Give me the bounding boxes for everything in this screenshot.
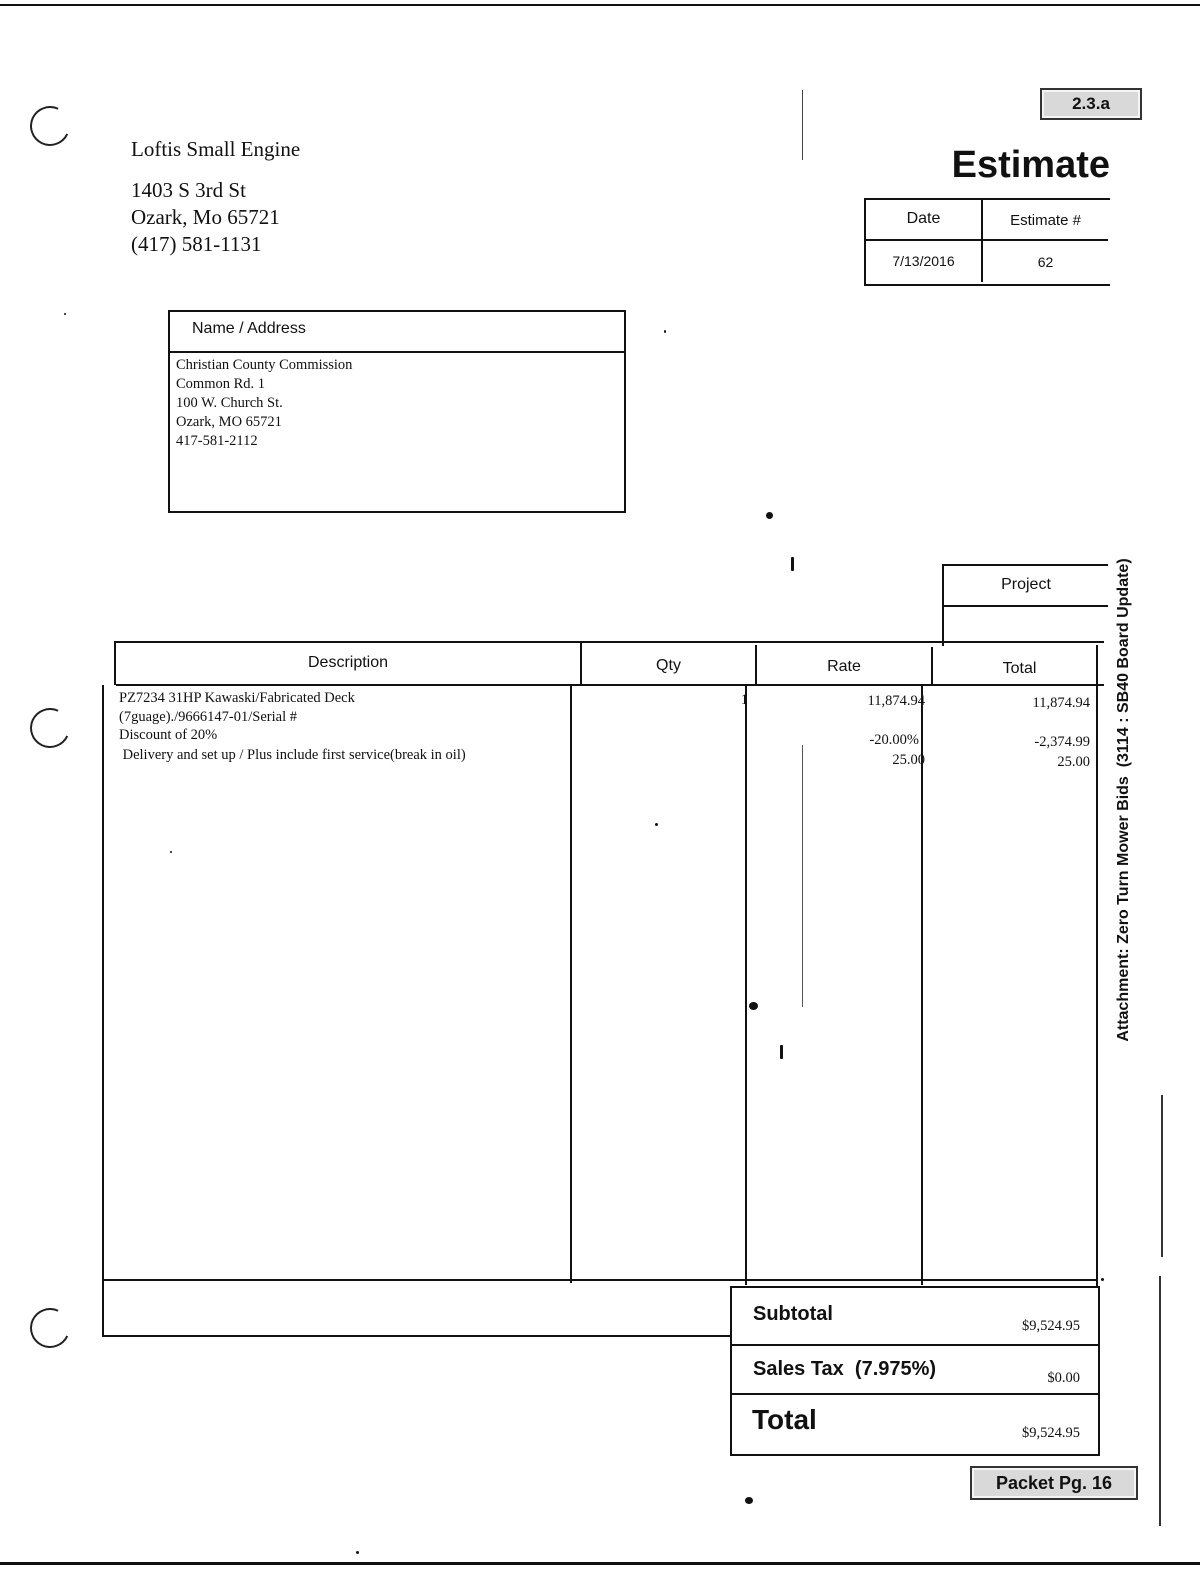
date-label: Date <box>906 210 941 227</box>
table-bottom-border <box>102 1279 1098 1281</box>
line-item-1-qty: 1 <box>740 692 748 708</box>
estimate-number-label: Estimate # <box>1010 212 1081 229</box>
line-item-3-total: 25.00 <box>1057 754 1090 770</box>
totals-divider-2 <box>730 1393 1098 1395</box>
meta-divider-horizontal <box>864 239 1108 241</box>
total-value: $9,524.95 <box>1022 1425 1080 1441</box>
footer-left-bottom <box>102 1335 732 1337</box>
project-label: Project <box>1001 576 1051 593</box>
line-item-3-description: Delivery and set up / Plus include first service(break in oil) <box>119 747 466 763</box>
scan-speck <box>749 1002 758 1010</box>
attachment-side-note: Attachment: Zero Turn Mower Bids (3114 : SB40 Board Update) <box>1115 558 1132 1042</box>
bill-to-label: Name / Address <box>192 320 306 337</box>
bottom-border <box>0 1562 1200 1565</box>
estimate-number-value: 62 <box>1037 254 1054 270</box>
bill-to-address <box>176 356 352 451</box>
header-description: Description <box>307 654 389 671</box>
line-item-description-line: PZ7234 31HP Kawaski/Fabricated Deck <box>119 690 355 706</box>
scan-mark <box>802 745 803 1007</box>
bill-to-line: 100 W. Church St. <box>176 395 283 411</box>
scan-speck <box>170 851 172 853</box>
vendor-address-line1: 1403 S 3rd St <box>131 178 246 202</box>
bill-to-divider <box>168 351 624 353</box>
punch-hole-bottom <box>24 1302 75 1353</box>
line-item-1-total: 11,874.94 <box>1032 695 1090 711</box>
bill-to-line: Common Rd. 1 <box>176 376 266 392</box>
top-border <box>0 4 1200 6</box>
col-divider-desc <box>570 685 572 1283</box>
col-divider-qty <box>745 685 747 1285</box>
line-item-1-description <box>119 689 355 727</box>
col-divider-rate <box>921 685 923 1285</box>
bill-to-line: 417-581-2112 <box>176 433 258 449</box>
total-label: Total <box>752 1404 817 1435</box>
line-item-2-description: Discount of 20% <box>119 727 218 743</box>
line-item-2-rate: -20.00% <box>869 732 919 748</box>
line-item-description-line: (7guage)./9666147-01/Serial # <box>119 709 297 725</box>
table-header-divider <box>116 684 1104 686</box>
vendor-name: Loftis Small Engine <box>131 137 301 161</box>
document-title: Estimate <box>951 144 1110 186</box>
header-total: Total <box>1002 660 1037 677</box>
bill-to-line: Ozark, MO 65721 <box>176 414 282 430</box>
sales-tax-value: $0.00 <box>1047 1370 1080 1386</box>
line-item-3-rate: 25.00 <box>892 752 925 768</box>
packet-page-badge: Packet Pg. 16 <box>970 1466 1138 1500</box>
subtotal-label: Subtotal <box>753 1303 833 1325</box>
punch-hole-middle <box>24 702 75 753</box>
sales-tax-label: Sales Tax (7.975%) <box>753 1358 937 1380</box>
date-value: 7/13/2016 <box>892 253 955 269</box>
line-item-2-total: -2,374.99 <box>1034 734 1090 750</box>
margin-line <box>1159 1276 1161 1526</box>
scan-speck <box>780 1045 783 1059</box>
table-left-border <box>102 685 104 1337</box>
scan-speck <box>1101 1278 1104 1281</box>
subtotal-value: $9,524.95 <box>1022 1318 1080 1334</box>
punch-hole-top <box>24 100 75 151</box>
scan-speck <box>655 823 658 826</box>
scan-speck <box>745 1497 753 1504</box>
header-qty: Qty <box>656 657 681 674</box>
header-rate: Rate <box>827 658 861 675</box>
project-box-divider <box>942 605 1108 607</box>
scan-speck <box>664 330 666 333</box>
totals-divider-1 <box>730 1344 1098 1346</box>
table-right-border <box>1096 645 1098 1288</box>
table-top-border <box>116 641 1104 643</box>
project-box-top <box>942 564 1108 566</box>
margin-line <box>1161 1095 1163 1257</box>
scan-speck <box>64 313 66 315</box>
vendor-address-line2: Ozark, Mo 65721 <box>131 205 280 229</box>
vendor-phone: (417) 581-1131 <box>131 232 262 256</box>
line-item-1-rate: 11,874.94 <box>867 693 925 709</box>
scan-speck <box>766 512 773 519</box>
scan-mark <box>802 90 803 160</box>
scan-speck <box>791 557 794 571</box>
scan-speck <box>356 1551 359 1554</box>
bill-to-line: Christian County Commission <box>176 357 353 373</box>
agenda-item-badge: 2.3.a <box>1040 88 1142 120</box>
